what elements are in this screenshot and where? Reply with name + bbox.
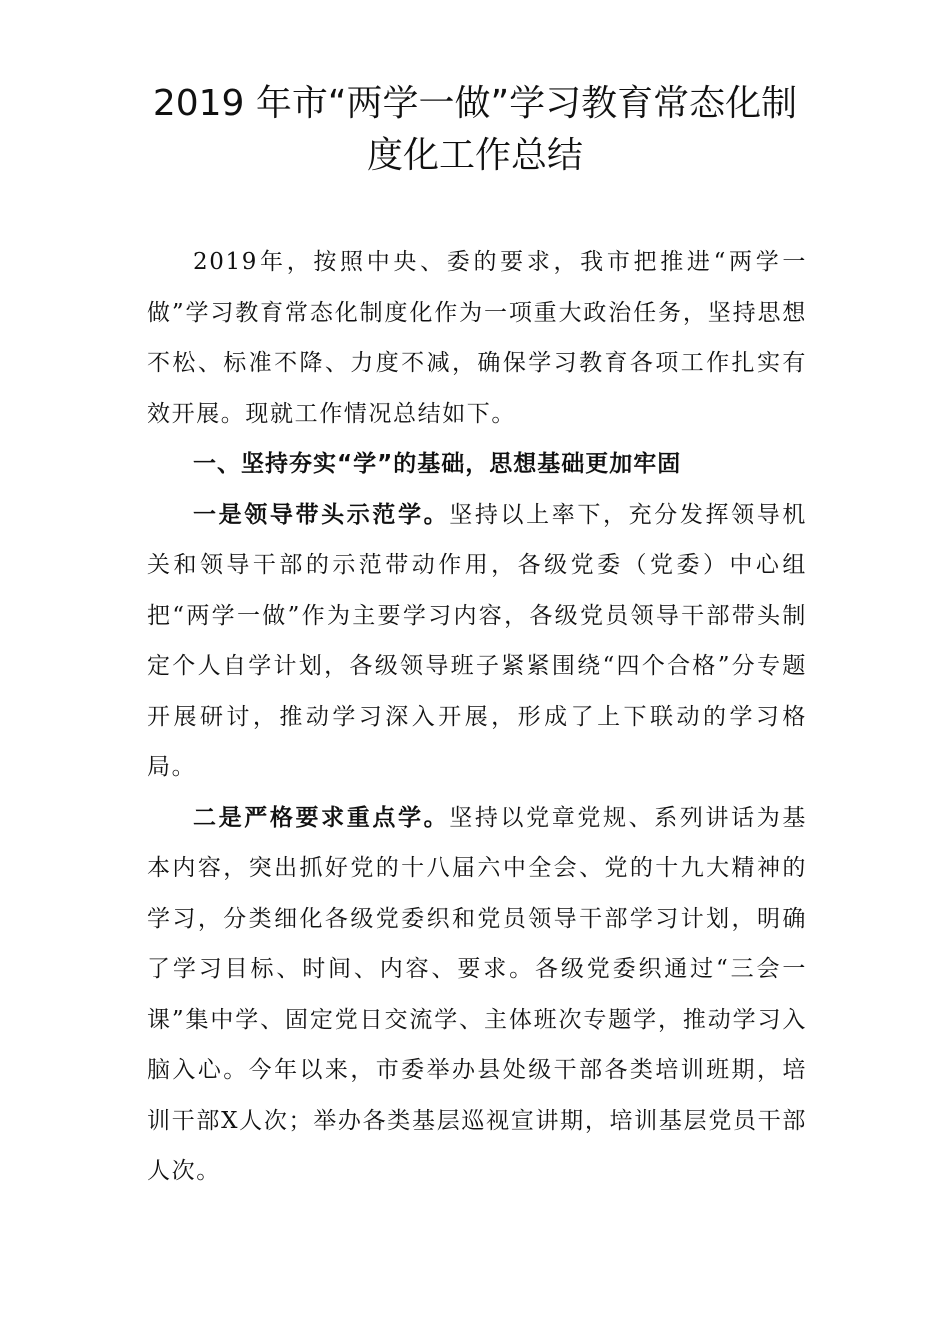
- paragraph-1-lead: 一是领导带头示范学。: [193, 500, 450, 528]
- title-line-1: 2019 年市“两学一做”学习教育常态化制: [152, 83, 798, 124]
- paragraph-1: [147, 490, 807, 793]
- document-body: [147, 237, 807, 1197]
- intro-paragraph: 2019年，按照中央、委的要求，我市把推进“两学一做”学习教育常态化制度化作为一项重大政治任务，坚持思想不松、标准不降、力度不减，确保学习教育各项工作扎实有效开展。现就工作情况总结如下。: [147, 249, 807, 427]
- paragraph-1-text: 坚持以上率下，充分发挥领导机关和领导干部的示范带动作用，各级党委（党委）中心组把“两学一做”作为主要学习内容，各级党员领导干部带头制定个人自学计划，各级领导班子紧紧围绕“四个合格”分专题开展研讨，推动学习深入开展，形成了上下联动的学习格局。: [147, 501, 808, 780]
- section-heading: 一、坚持夯实“学”的基础，思想基础更加牢固: [193, 451, 682, 477]
- paragraph-2-lead: 二是严格要求重点学。: [193, 803, 450, 831]
- document-title: [120, 78, 830, 182]
- title-line-2: 度化工作总结: [366, 135, 583, 176]
- paragraph-2-text: 坚持以党章党规、系列讲话为基本内容，突出抓好党的十八届六中全会、党的十九大精神的学习，分类细化各级党委织和党员领导干部学习计划，明确了学习目标、时间、内容、要求。各级党委织通过“三会一课”集中学、固定党日交流学、主体班次专题学，推动学习入脑入心。今年以来，市委举办县处级干部各类培训班期，培训干部X人次；举办各类基层巡视宣讲期，培训基层党员干部人次。: [147, 804, 808, 1184]
- paragraph-2: [147, 793, 807, 1197]
